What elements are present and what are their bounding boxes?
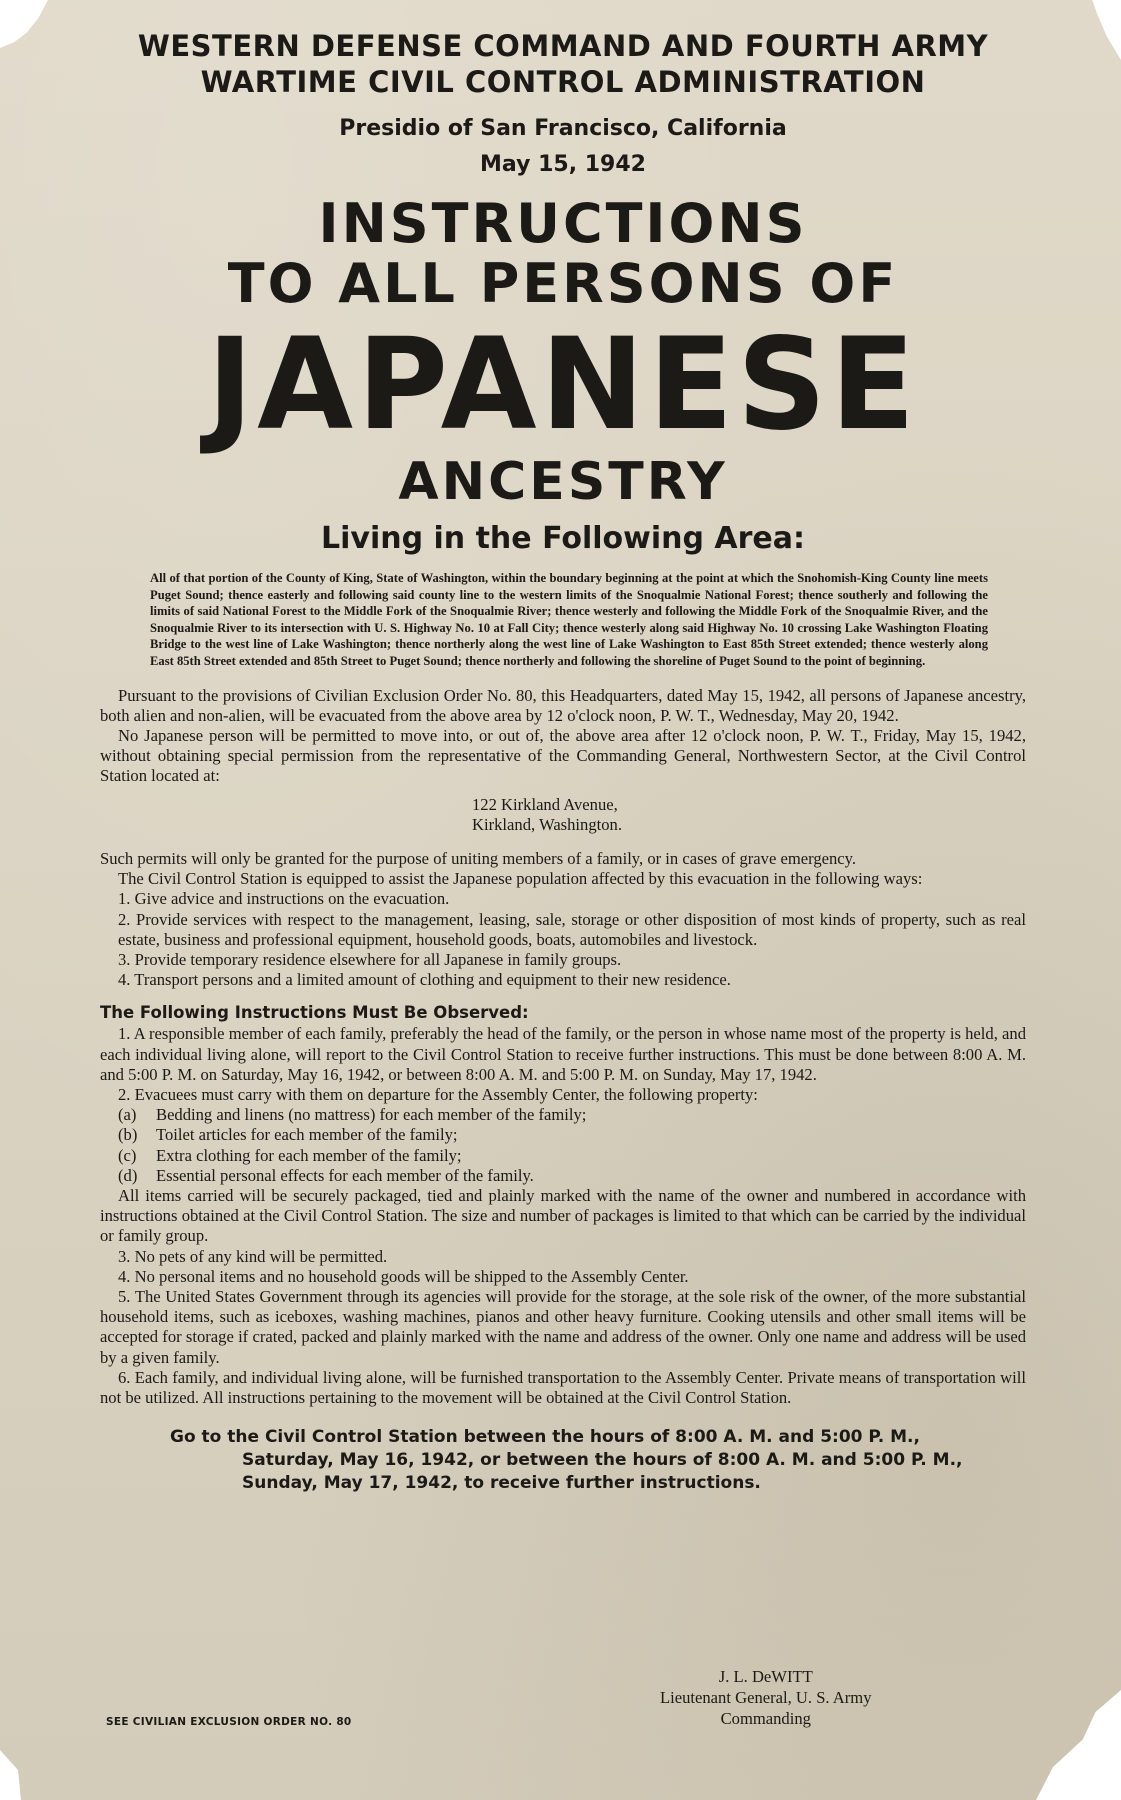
title-ancestry: ANCESTRY [398, 452, 728, 512]
service-item: 1. Give advice and instructions on the evacuation. [118, 889, 450, 909]
property-item [100, 1146, 1026, 1166]
address-street: 122 Kirkland Avenue, [472, 794, 618, 814]
instruction-item: 1. A responsible member of each family, preferably the head of the family, or the person in whose name most of the property is held, and each individual living alone, will report to the Civil Control Station to receive further instructions. This must be done between 8:00 A. M. and 5:00 P. M. on Saturday, May 16, 1942, or between 8:00 A. M. and 5:00 P. M. on Sunday, May 17, 1942. [100, 1024, 1026, 1084]
instruction-item: 5. The United States Government through its agencies will provide for the storage, at the sole risk of the owner, of the more substantial household items, such as iceboxes, washing machines, pianos and other heavy furniture. Cooking utensils and other small items will be accepted for storage if crated, packed and plainly marked with the name and address of the owner. Only one name and address will be used by a given family. [100, 1287, 1026, 1367]
property-item-text: Essential personal effects for each member of the family. [156, 1165, 534, 1185]
torn-corner-bottom-right [1036, 1690, 1121, 1800]
property-item-text: Bedding and linens (no mattress) for each member of the family; [156, 1105, 587, 1125]
movement-restriction-paragraph: No Japanese person will be permitted to move into, or out of, the above area after 12 o'clock noon, P. W. T., Friday, May 15, 1942, without obtaining special permission from the representative of the Commanding General, Northwestern Sector, at the Civil Control Station located at: [100, 725, 1026, 786]
report-instructions [170, 1426, 1026, 1495]
report-line: Go to the Civil Control Station between the hours of 8:00 A. M. and 5:00 P. M., [170, 1427, 920, 1448]
see-order-note: SEE CIVILIAN EXCLUSION ORDER NO. 80 [106, 1716, 352, 1728]
area-heading: Living in the Following Area: [320, 521, 806, 556]
instruction-item: 4. No personal items and no household goods will be shipped to the Assembly Center. [118, 1266, 689, 1286]
poster-title [100, 194, 1026, 558]
civil-control-station-address [472, 795, 1026, 835]
service-item: 3. Provide temporary residence elsewhere for all Japanese in family groups. [118, 950, 622, 969]
area-description: All of that portion of the County of King, State of Washington, within the boundary beginning at the point at which the Snohomish-King County line meets Puget Sound; thence easterly and following said county line to the western limits of the Snoqualmie National Forest; thence southerly and following the limits of said National Forest to the Middle Fork of the Snoqualmie River; thence westerly and following the Middle Fork of the Snoqualmie River, and the Snoqualmie River to its intersection with U. S. Highway No. 10 at Fall City; thence westerly along said Highway No. 10 crossing Lake Washington Floating Bridge to the west line of Lake Washington; thence northerly along the west line of Lake Washington to East 85th Street extended; thence westerly along East 85th Street extended and 85th Street to Puget Sound; thence northerly and following the shoreline of Puget Sound to the point of beginning. [150, 571, 988, 668]
property-item-label: (a) [118, 1105, 137, 1125]
administration-name: WARTIME CIVIL CONTROL ADMINISTRATION [200, 65, 926, 99]
title-japanese: JAPANESE [206, 311, 920, 459]
instruction-item: 6. Each family, and individual living alone, will be furnished transportation to the Assembly Center. Private means of transportation will not be utilized. All instructions pertaining to the movement will be obtained at the Civil Control Station. [100, 1367, 1026, 1408]
title-instructions: INSTRUCTIONS [318, 192, 808, 255]
report-line: Sunday, May 17, 1942, to receive further instructions. [242, 1473, 761, 1494]
instruction-item: 3. No pets of any kind will be permitted. [118, 1246, 388, 1266]
torn-corner-bottom-left [0, 1750, 30, 1800]
address-city: Kirkland, Washington. [472, 814, 622, 834]
property-item [100, 1105, 1026, 1125]
instruction-item: 2. Evacuees must carry with them on departure for the Assembly Center, the following property: [118, 1085, 758, 1105]
property-item-label: (b) [118, 1125, 138, 1145]
service-item: 4. Transport persons and a limited amount of clothing and equipment to their new residence. [118, 970, 731, 990]
service-item: 2. Provide services with respect to the management, leasing, sale, storage or other disposition of most kinds of property, such as real estate, business and professional equipment, household goods, boats, automobiles and livestock. [118, 909, 1026, 949]
property-item-text: Toilet articles for each member of the family; [156, 1125, 458, 1145]
permits-paragraph: Such permits will only be granted for the purpose of uniting members of a family, or in cases of grave emergency. [100, 848, 857, 868]
property-item-label: (c) [118, 1145, 137, 1165]
packaging-paragraph: All items carried will be securely packaged, tied and plainly marked with the name of the owner and numbered in accordance with instructions obtained at the Civil Control Station. The size and number of packages is limited to that which can be carried by the individual or family group. [100, 1186, 1026, 1246]
property-item-text: Extra clothing for each member of the family; [156, 1145, 462, 1165]
poster-body [100, 686, 1026, 1496]
signature-block [660, 1666, 872, 1729]
property-item [100, 1166, 1026, 1186]
poster-header [100, 28, 1026, 180]
signatory-rank: Lieutenant General, U. S. Army [660, 1688, 872, 1707]
header-place: Presidio of San Francisco, California [339, 116, 787, 141]
header-date: May 15, 1942 [480, 152, 646, 177]
signatory-role: Commanding [720, 1709, 811, 1728]
torn-corner-top-left [0, 0, 48, 60]
instructions-heading: The Following Instructions Must Be Observed: [100, 1003, 529, 1023]
torn-corner-top-right [1085, 0, 1121, 60]
command-name: WESTERN DEFENSE COMMAND AND FOURTH ARMY [137, 29, 989, 63]
evacuation-order-paragraph: Pursuant to the provisions of Civilian Exclusion Order No. 80, this Headquarters, dated May 15, 1942, all persons of Japanese ancestry, both alien and non-alien, will be evacuated from the above area by 12 o'clock noon, P. W. T., Wednesday, May 20, 1942. [100, 685, 1026, 725]
title-to-all-persons: TO ALL PERSONS OF [227, 252, 899, 315]
station-assistance-paragraph: The Civil Control Station is equipped to assist the Japanese population affected by this evacuation in the following ways: [118, 869, 923, 889]
signatory-name: J. L. DeWITT [718, 1667, 813, 1686]
property-item-label: (d) [118, 1165, 138, 1185]
property-item [100, 1125, 1026, 1145]
report-line: Saturday, May 16, 1942, or between the hours of 8:00 A. M. and 5:00 P. M., [242, 1450, 963, 1471]
